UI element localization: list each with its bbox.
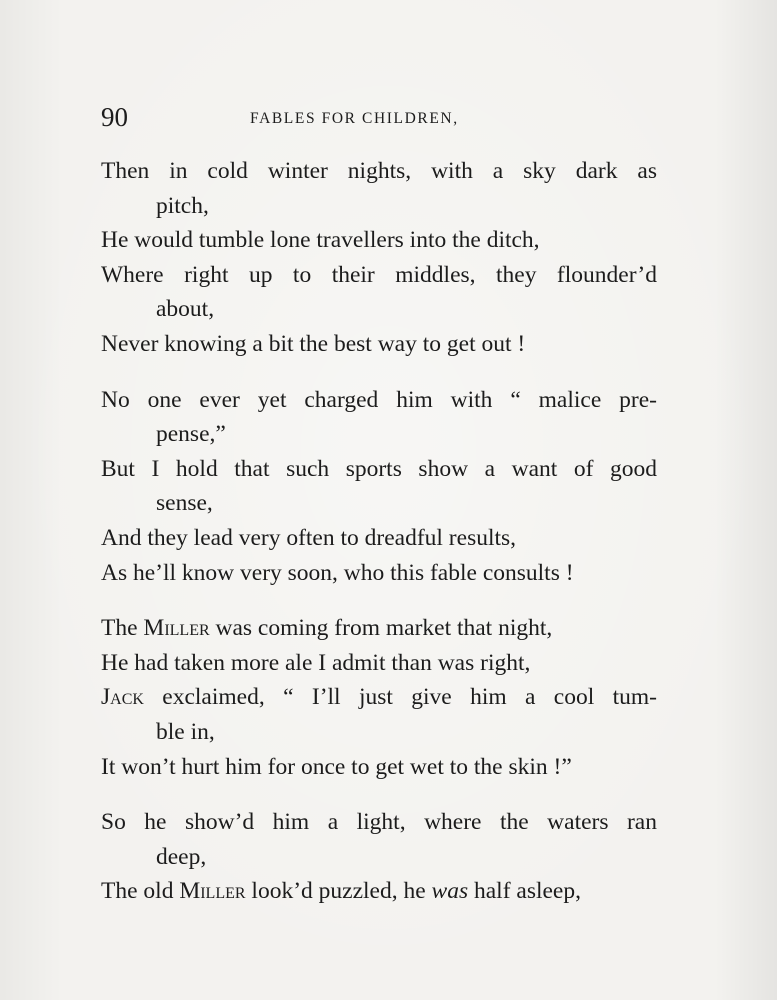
- verse-line: As he’ll know very soon, who this fable consults !: [101, 559, 574, 586]
- verse-line: No one ever yet charged him with “ malice pre-: [101, 386, 657, 413]
- verse-line: [101, 680, 657, 715]
- stanza-break: [101, 784, 661, 805]
- verse-line: He had taken more ale I admit than was right,: [101, 649, 531, 676]
- verse-line-continuation: deep,: [156, 843, 207, 870]
- verse-line-continuation: pitch,: [156, 192, 209, 219]
- stanza-break: [101, 590, 661, 611]
- verse-line: And they lead very often to dreadful results,: [101, 524, 517, 551]
- verse-line-continuation: pense,”: [156, 421, 226, 448]
- character-name: Jack: [101, 684, 144, 711]
- verse-line: So he show’d him a light, where the waters ran: [101, 809, 657, 836]
- verse-line-continuation: about,: [156, 296, 215, 323]
- verse-line: Then in cold winter nights, with a sky dark as: [101, 158, 657, 184]
- verse-line: He would tumble lone travellers into the ditch,: [101, 227, 540, 254]
- line-text: The old: [101, 878, 180, 905]
- stanza-1: [101, 154, 661, 362]
- stanza-4: [101, 805, 661, 909]
- character-name: Miller: [143, 615, 210, 642]
- stanza-2: [101, 383, 661, 591]
- stanza-3: [101, 611, 661, 784]
- line-text: look’d puzzled, he: [245, 878, 432, 905]
- stanza-break: [101, 362, 661, 383]
- running-title: FABLES FOR CHILDREN,: [250, 110, 459, 127]
- line-text: exclaimed, “ I’ll just give him a cool tum-: [143, 684, 657, 711]
- character-name: Miller: [179, 878, 246, 905]
- verse-line: [101, 874, 661, 909]
- line-text: half asleep,: [468, 878, 581, 905]
- emphasis-text: was: [431, 878, 469, 905]
- verse-line: Where right up to their middles, they flounder’d: [101, 261, 657, 288]
- verse-line-continuation: sense,: [156, 490, 213, 517]
- poem-text: [101, 154, 661, 909]
- line-text: was coming from market that night,: [209, 615, 553, 642]
- verse-line: Never knowing a bit the best way to get out !: [101, 330, 526, 357]
- page-header: [101, 100, 661, 134]
- verse-line-continuation: ble in,: [156, 718, 215, 745]
- verse-line: [101, 611, 661, 646]
- line-text: The: [101, 615, 144, 642]
- verse-line: But I hold that such sports show a want of good: [101, 455, 657, 482]
- verse-line: It won’t hurt him for once to get wet to the skin !”: [101, 753, 572, 780]
- page-number: 90: [101, 102, 128, 132]
